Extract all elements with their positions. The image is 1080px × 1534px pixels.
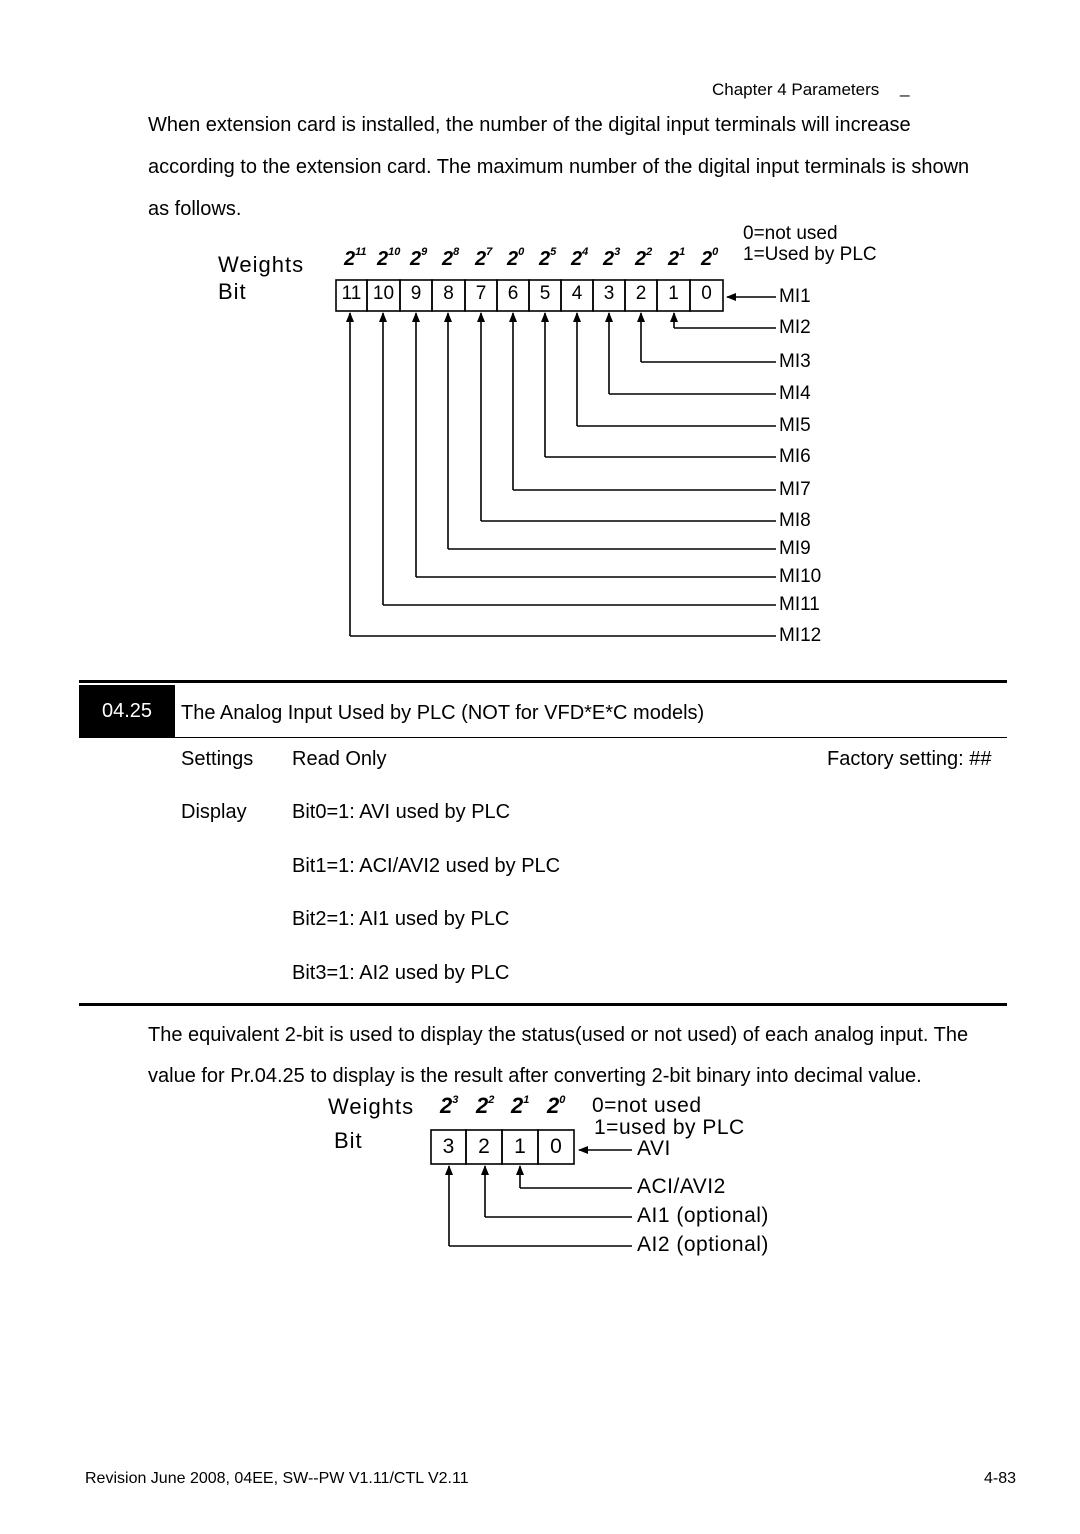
input-label: MI4 (779, 383, 811, 404)
bit-cell (400, 280, 432, 311)
bit-number-2: 1 (514, 1135, 526, 1158)
bit-number: 4 (571, 283, 583, 304)
input-label: MI3 (779, 351, 811, 372)
bit-cell (657, 280, 690, 311)
input-label: MI7 (779, 479, 811, 500)
weight-label: $2^9$ (410, 246, 428, 270)
analog-input-label: ACI/AVI2 (637, 1175, 726, 1198)
intro-line-2: according to the extension card. The maximum number of the digital input terminals is shown (148, 156, 970, 178)
weights-label: Weights (218, 252, 305, 277)
bit-number: 5 (539, 283, 551, 304)
analog-input-label: AVI (637, 1137, 671, 1160)
settings-value: Read Only (292, 748, 387, 770)
settings-label: Settings (181, 748, 254, 770)
intro-line-1: When extension card is installed, the number of the digital input terminals will increase (148, 114, 911, 136)
weight-label: $2^{11}$ (344, 246, 367, 270)
bit-cell (432, 280, 465, 311)
weights-label-2: Weights (328, 1094, 415, 1119)
weight-label-2: $2^0$ (547, 1093, 566, 1118)
display-line: Bit2=1: AI1 used by PLC (292, 908, 510, 930)
weight-label: $2^0$ (507, 246, 525, 270)
analog-input-label: AI1 (optional) (637, 1204, 769, 1227)
legend-not-used-2: 0=not used (592, 1094, 702, 1117)
input-label: MI10 (779, 566, 822, 587)
display-line: Bit0=1: AVI used by PLC (292, 801, 511, 823)
bit-number: 7 (475, 283, 487, 304)
bit-number: 8 (443, 283, 454, 304)
display-label: Display (181, 801, 247, 823)
weight-label: $2^3$ (603, 246, 621, 270)
intro-line-3: as follows. (148, 198, 242, 220)
legend-not-used: 0=not used (743, 223, 838, 244)
header-marker: _ (900, 78, 910, 97)
display-line: Bit3=1: AI2 used by PLC (292, 962, 510, 984)
param-title: The Analog Input Used by PLC (NOT for VFD*E*C models) (181, 702, 705, 724)
bit-number: 3 (603, 283, 615, 304)
section-top-rule (79, 680, 1007, 683)
bit-cell (336, 280, 367, 311)
bit-number-2: 0 (550, 1135, 562, 1158)
weight-label: $2^2$ (635, 246, 653, 270)
section-bottom-rule (79, 1003, 1007, 1006)
footer-page-number: 4-83 (984, 1470, 1017, 1487)
chapter-header: Chapter 4 Parameters (712, 80, 880, 99)
bit-number: 1 (668, 283, 679, 304)
input-label: MI11 (779, 594, 820, 615)
title-rule (79, 737, 1007, 738)
display-line: Bit1=1: ACI/AVI2 used by PLC (292, 855, 561, 877)
weight-label-2: $2^1$ (511, 1093, 530, 1118)
bit-cell (465, 280, 497, 311)
weight-label: $2^{10}$ (377, 246, 401, 270)
bit-number: 6 (507, 283, 519, 304)
bit-number: 2 (635, 283, 647, 304)
bit-number: 0 (701, 283, 712, 304)
analog-input-label: AI2 (optional) (637, 1233, 769, 1256)
weight-label: $2^4$ (571, 246, 589, 270)
bit-cell (561, 280, 593, 311)
input-label: MI2 (779, 317, 811, 338)
bit-number-2: 3 (442, 1135, 455, 1158)
bit-number: 11 (341, 283, 362, 304)
input-label: MI8 (779, 510, 811, 531)
bit-cell (367, 280, 400, 311)
footer-revision: Revision June 2008, 04EE, SW--PW V1.11/CTL V2.11 (85, 1470, 469, 1487)
explain-line-1: The equivalent 2-bit is used to display the status(used or not used) of each analog input. The (148, 1024, 969, 1046)
bit-cell (497, 280, 529, 311)
bit-number-2: 2 (478, 1135, 490, 1158)
weight-label: $2^0$ (701, 246, 719, 270)
legend-used-by-plc: 1=Used by PLC (743, 244, 877, 265)
bit-cell (529, 280, 561, 311)
factory-setting: Factory setting: ## (827, 748, 992, 770)
bit-cell (690, 280, 723, 311)
explain-line-2: value for Pr.04.25 to display is the result after converting 2-bit binary into decimal value. (148, 1065, 922, 1087)
input-label: MI12 (779, 625, 822, 646)
weight-label: $2^8$ (442, 246, 460, 270)
param-code: 04.25 (79, 685, 175, 737)
bit-label: Bit (218, 279, 247, 304)
weight-label: $2^5$ (539, 246, 557, 270)
bit-number: 10 (372, 283, 395, 304)
weight-label-2: $2^2$ (476, 1093, 495, 1118)
input-label: MI1 (779, 286, 811, 307)
bit-number: 9 (410, 283, 422, 304)
legend-used-by-plc-2: 1=used by PLC (594, 1116, 745, 1139)
weight-label: $2^7$ (475, 246, 493, 270)
bit-cell (625, 280, 657, 311)
bit-cell (593, 280, 625, 311)
input-label: MI6 (779, 446, 811, 467)
input-label: MI5 (779, 415, 811, 436)
weight-label-2: $2^3$ (440, 1093, 459, 1118)
weight-label: $2^1$ (668, 246, 686, 270)
input-label: MI9 (779, 538, 811, 559)
bit-label-2: Bit (334, 1128, 363, 1153)
